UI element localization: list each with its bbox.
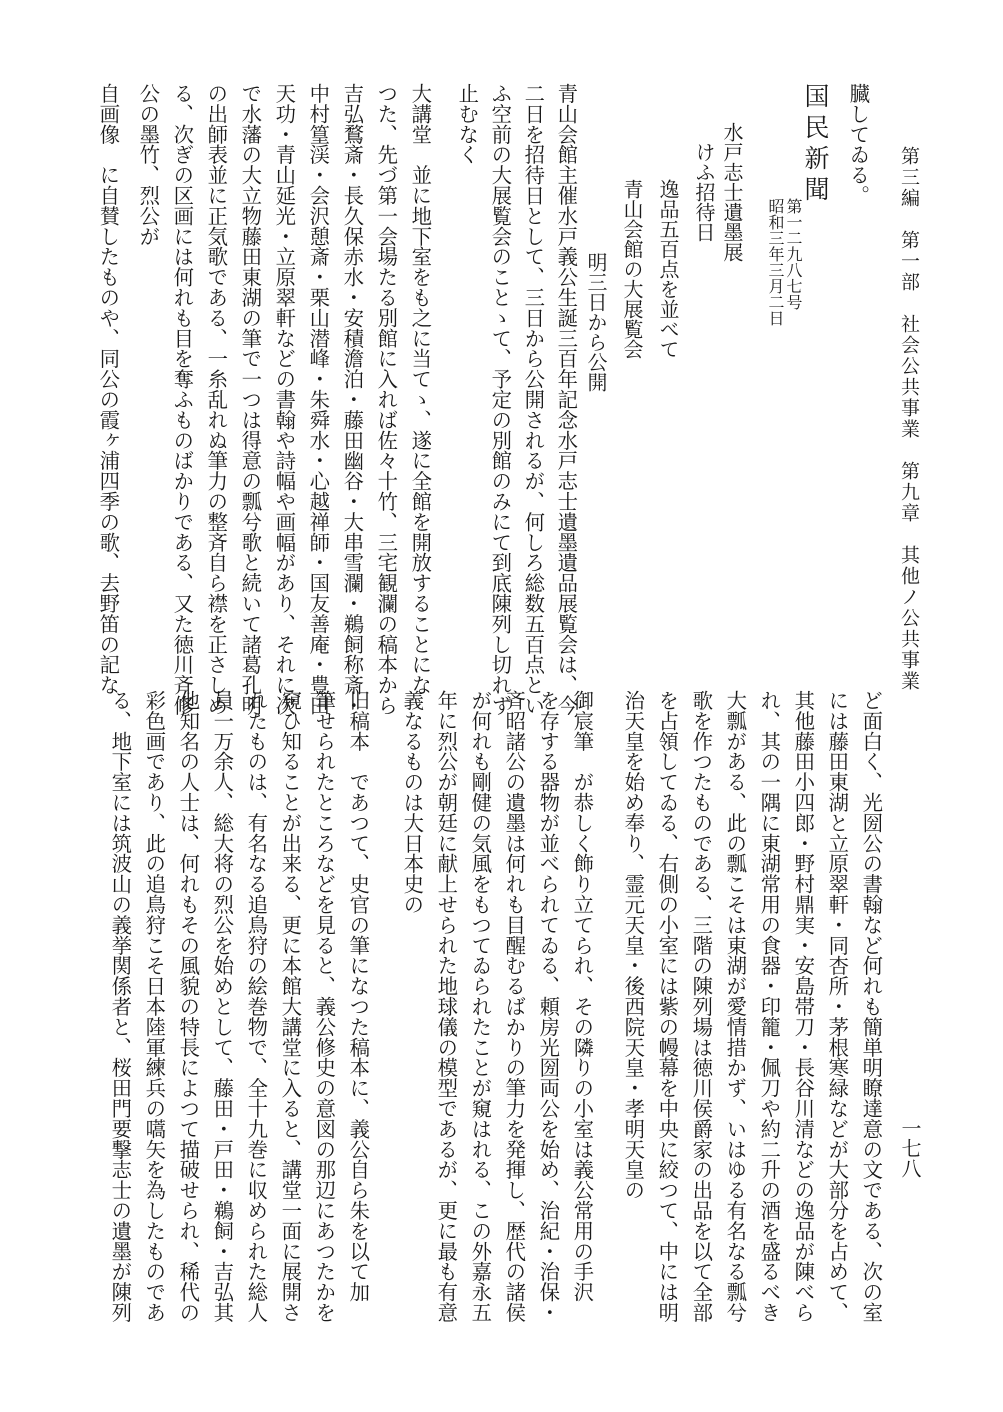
text-column: 天功・青山延光・立原翠軒などの書翰や詩幅や画幅があり、それに次 bbox=[272, 83, 297, 716]
text-column: 吉弘鶩斎・長久保赤水・安積澹泊・藤田幽谷・大串雪瀾・鵜飼称斎・ bbox=[340, 83, 365, 716]
text-column: れ、其の一隅に東湖常用の食器・印籠・佩刀や約二升の酒を盛るべき bbox=[757, 690, 782, 1323]
text-column: 二日を招待日として、三日から公開されるが、何しろ総数五百点とい bbox=[521, 83, 546, 716]
text-column: 止むなく bbox=[455, 83, 480, 165]
text-column: つた、先づ第一会場たる別館に入れば佐々十竹、三宅観瀾の稿本から bbox=[374, 83, 399, 716]
page-number: 一七八 bbox=[898, 1118, 922, 1178]
text-column: を占領してゐる、右側の小室には紫の幔幕を中央に絞つて、中には明 bbox=[655, 690, 680, 1323]
text-column: れたものは、有名なる追鳥狩の絵巻物で、全十九巻に収められた総人 bbox=[244, 690, 269, 1323]
text-column: 治天皇を始め奉り、霊元天皇・後西院天皇・孝明天皇の bbox=[621, 690, 646, 1200]
headline-line: けふ招待日 bbox=[692, 142, 716, 242]
text-column: 年に烈公が朝廷に献上せられた地球儀の模型であるが、更に最も有意 bbox=[434, 690, 459, 1323]
text-column: 青山会館主催水戸義公生誕三百年記念水戸志士遺墨遺品展覧会は、今 bbox=[554, 83, 579, 716]
text-column: 筆せられたところなどを見ると、義公修史の意図の那辺にあつたかを bbox=[312, 690, 337, 1323]
running-header: 第三編 第一部 社会公共事業 第九章 其他ノ公共事業 bbox=[898, 146, 920, 692]
text-column: 其他藤田小四郎・野村鼎実・安島帯刀・長谷川清などの逸品が陳べら bbox=[791, 690, 816, 1323]
text-column: ふ空前の大展覧会のことゝて、予定の別館のみにて到底陳列し切れず bbox=[488, 83, 513, 716]
issue-number: 第一二九八七号 bbox=[784, 198, 803, 310]
headline-line: 水戸志士遺墨展 bbox=[720, 122, 744, 262]
text-column: 斉昭諸公の遺墨は何れも目醒むるばかりの筆力を発揮し、歴代の諸侯 bbox=[502, 690, 527, 1323]
text-column: の出師表並に正気歌である、一糸乱れぬ筆力の整斉自ら襟を正さしめ bbox=[204, 83, 229, 716]
text-column: 歌を作つたものである、三階の陳列場は徳川侯爵家の出品を以て全部 bbox=[689, 690, 714, 1323]
text-column: 中村篁渓・会沢憩斎・栗山潜峰・朱舜水・心越禅師・国友善庵・豊田 bbox=[306, 83, 331, 716]
text-column: には藤田東湖と立原翠軒・同杏所・茅根寒緑などが大部分を占めて、 bbox=[825, 690, 850, 1323]
text-column: 自画像 に自賛したものや、同公の霞ヶ浦四季の歌、去野笛の記な bbox=[96, 83, 121, 695]
text-column: る、次ぎの区画には何れも目を奪ふものばかりである、又た徳川斉修 bbox=[170, 83, 195, 716]
text-column: 大瓢がある、此の瓢こそは東湖が愛情措かず、いはゆる有名なる瓢兮 bbox=[723, 690, 748, 1323]
headline-line: 明三日から公開 bbox=[584, 252, 608, 392]
text-column: 臓してゐる。 bbox=[846, 83, 871, 206]
text-column: 他知名の人士は、何れもその風貌の特長によつて描破せられ、稀代の bbox=[176, 690, 201, 1323]
text-column: 員一万余人、総大将の烈公を始めとして、藤田・戸田・鵜飼・吉弘其 bbox=[210, 690, 235, 1323]
issue-date: 昭和三年三月二日 bbox=[766, 198, 785, 326]
text-column: で水藩の大立物藤田東湖の筆で一つは得意の瓢兮歌と続いて諸葛孔明 bbox=[238, 83, 263, 716]
text-column: 義なるものは大日本史の bbox=[400, 690, 425, 915]
text-column: 御宸筆 が恭しく飾り立てられ、その隣りの小室は義公常用の手沢 bbox=[570, 690, 595, 1302]
text-column: 公の墨竹、烈公が bbox=[136, 83, 161, 247]
headline-line: 逸品五百点を並べて bbox=[656, 179, 680, 359]
text-column: ど面白く、光圀公の書翰など何れも簡単明瞭達意の文である、次の室 bbox=[859, 690, 884, 1323]
headline-line: 青山会館の大展覧会 bbox=[620, 179, 644, 359]
text-column: 旧稿本 であつて、史官の筆になつた稿本に、義公自ら朱を以て加 bbox=[346, 690, 371, 1302]
text-column: る、地下室には筑波山の義挙関係者と、桜田門要撃志士の遺墨が陳列 bbox=[108, 690, 133, 1323]
text-column: 彩色画であり、此の追鳥狩こそ日本陸軍練兵の嚆矢を為したものであ bbox=[142, 690, 167, 1323]
text-column: を存する器物が並べられてゐる、頼房光圀両公を始め、治紀・治保・ bbox=[536, 690, 561, 1323]
text-column: 大講堂 並に地下室をも之に当てゝ、遂に全館を開放することにな bbox=[408, 83, 433, 695]
text-column: 窺ひ知ることが出来る、更に本館大講堂に入ると、講堂一面に展開さ bbox=[278, 690, 303, 1323]
newspaper-title: 国民新聞 bbox=[801, 83, 830, 207]
text-column: が何れも剛健の気風をもつてゐられたことが窺はれる、この外嘉永五 bbox=[468, 690, 493, 1323]
